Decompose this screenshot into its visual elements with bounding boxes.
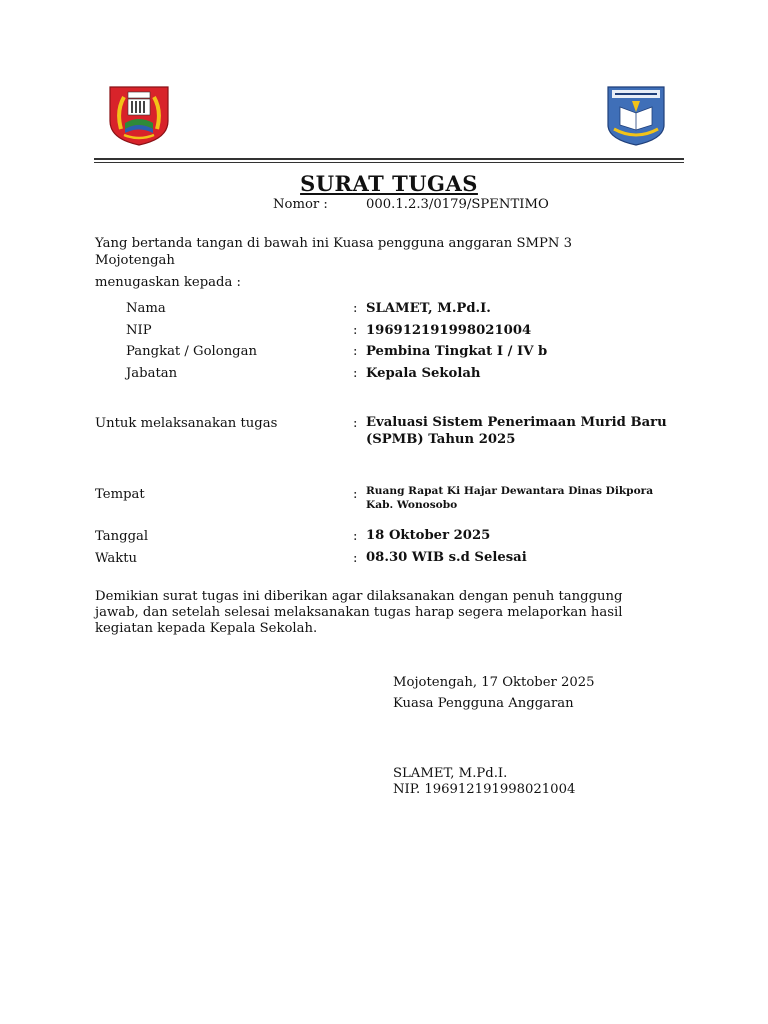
value-date: 18 Oktober 2025 [366,528,491,543]
colon: : [353,529,358,544]
signature-role: Kuasa Pengguna Anggaran [393,696,574,711]
intro-line-2: Mojotengah [95,253,175,268]
signature-nip: NIP. 196912191998021004 [393,782,576,797]
school-emblem-logo [606,85,666,147]
value-rank: Pembina Tingkat I / IV b [366,344,548,359]
closing-line-2: jawab, dan setelah selesai melaksanakan tugas harap segera melaporkan hasil [95,605,623,620]
value-position: Kepala Sekolah [366,366,481,381]
colon: : [353,323,358,338]
value-place-line-2: Kab. Wonosobo [366,499,458,511]
header-rule-thick [94,158,684,160]
colon: : [353,487,358,502]
number-value: 000.1.2.3/0179/SPENTIMO [366,197,549,212]
label-time: Waktu [95,551,138,566]
value-task-line-2: (SPMB) Tahun 2025 [366,432,516,447]
label-place: Tempat [95,487,145,502]
value-name: SLAMET, M.Pd.I. [366,301,491,316]
document-title: SURAT TUGAS [300,171,478,196]
colon: : [353,366,358,381]
value-place-line-1: Ruang Rapat Ki Hajar Dewantara Dinas Dikpora [366,485,654,497]
header-rule-thin [94,162,684,163]
colon: : [353,416,358,431]
colon: : [353,551,358,566]
label-name: Nama [126,301,166,316]
signature-name: SLAMET, M.Pd.I. [393,766,508,781]
signature-place-date: Mojotengah, 17 Oktober 2025 [393,675,595,690]
value-nip: 196912191998021004 [366,323,532,338]
closing-line-3: kegiatan kepada Kepala Sekolah. [95,621,318,636]
colon: : [353,301,358,316]
label-rank: Pangkat / Golongan [126,344,257,359]
intro-line-3: menugaskan kepada : [95,275,241,290]
value-time: 08.30 WIB s.d Selesai [366,550,527,565]
colon: : [353,344,358,359]
number-label: Nomor : [273,197,328,212]
label-nip: NIP [126,323,152,338]
label-task: Untuk melaksanakan tugas [95,416,278,431]
value-task-line-1: Evaluasi Sistem Penerimaan Murid Baru [366,415,667,430]
regency-coat-of-arms-logo [108,85,170,147]
intro-line-1: Yang bertanda tangan di bawah ini Kuasa pengguna anggaran SMPN 3 [95,236,573,251]
closing-line-1: Demikian surat tugas ini diberikan agar dilaksanakan dengan penuh tanggung [95,589,623,604]
label-position: Jabatan [126,366,178,381]
label-date: Tanggal [95,529,149,544]
